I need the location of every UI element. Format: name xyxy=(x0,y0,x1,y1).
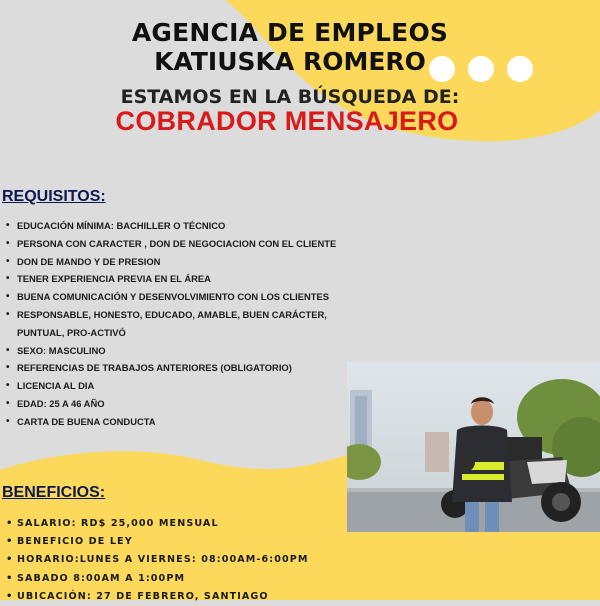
benefit-item: • HORARIO:LUNES A VIERNES: 08:00AM-6:00PM xyxy=(0,551,360,569)
courier-photo xyxy=(347,362,600,532)
agency-title-line2: KATIUSKA ROMERO xyxy=(154,47,426,76)
requirement-item: • BUENA COMUNICACIÓN Y DESENVOLVIMIENTO CON LOS CLIENTES xyxy=(0,288,340,306)
requirement-item: • CARTA DE BUENA CONDUCTA xyxy=(0,413,340,431)
benefits-heading: BENEFICIOS: xyxy=(2,484,106,501)
requirement-item: • TENER EXPERIENCIA PREVIA EN EL ÁREA xyxy=(0,270,340,288)
decorative-dot-icon xyxy=(468,56,494,82)
requirements-heading: REQUISITOS: xyxy=(2,188,106,205)
requirement-item: • PERSONA CON CARACTER , DON DE NEGOCIACION CON EL CLIENTE xyxy=(0,235,340,253)
requirement-item: • REFERENCIAS DE TRABAJOS ANTERIORES (OBLIGATORIO) xyxy=(0,359,340,377)
benefit-item: • SABADO 8:00AM A 1:00PM xyxy=(0,570,360,588)
courier-photo-illustration xyxy=(347,362,600,532)
decorative-dot-icon xyxy=(429,56,455,82)
decorative-dots xyxy=(429,56,533,82)
requirement-item: • DON DE MANDO Y DE PRESION xyxy=(0,253,340,271)
requirement-item: • LICENCIA AL DIA xyxy=(0,377,340,395)
benefit-item: • UBICACIÓN: 27 DE FEBRERO, SANTIAGO xyxy=(0,588,360,606)
requirement-item: • EDAD: 25 A 46 AÑO xyxy=(0,395,340,413)
requirement-item: • EDUCACIÓN MÍNIMA: BACHILLER O TÉCNICO xyxy=(0,217,340,235)
decorative-dot-icon xyxy=(507,56,533,82)
requirements-list xyxy=(0,217,340,431)
benefits-list xyxy=(0,515,360,606)
benefit-item: • SALARIO: RD$ 25,000 MENSUAL xyxy=(0,515,360,533)
agency-title-line1: AGENCIA DE EMPLEOS xyxy=(131,18,449,47)
requirement-item: • SEXO: MASCULINO xyxy=(0,342,340,360)
job-position-title: COBRADOR MENSAJERO xyxy=(115,106,459,136)
search-subtitle: ESTAMOS EN LA BÚSQUEDA DE: xyxy=(120,86,460,108)
requirement-item: • RESPONSABLE, HONESTO, EDUCADO, AMABLE, BUEN CARÁCTER, PUNTUAL, PRO-ACTIVÓ xyxy=(0,306,340,342)
benefit-item: • BENEFICIO DE LEY xyxy=(0,533,360,551)
